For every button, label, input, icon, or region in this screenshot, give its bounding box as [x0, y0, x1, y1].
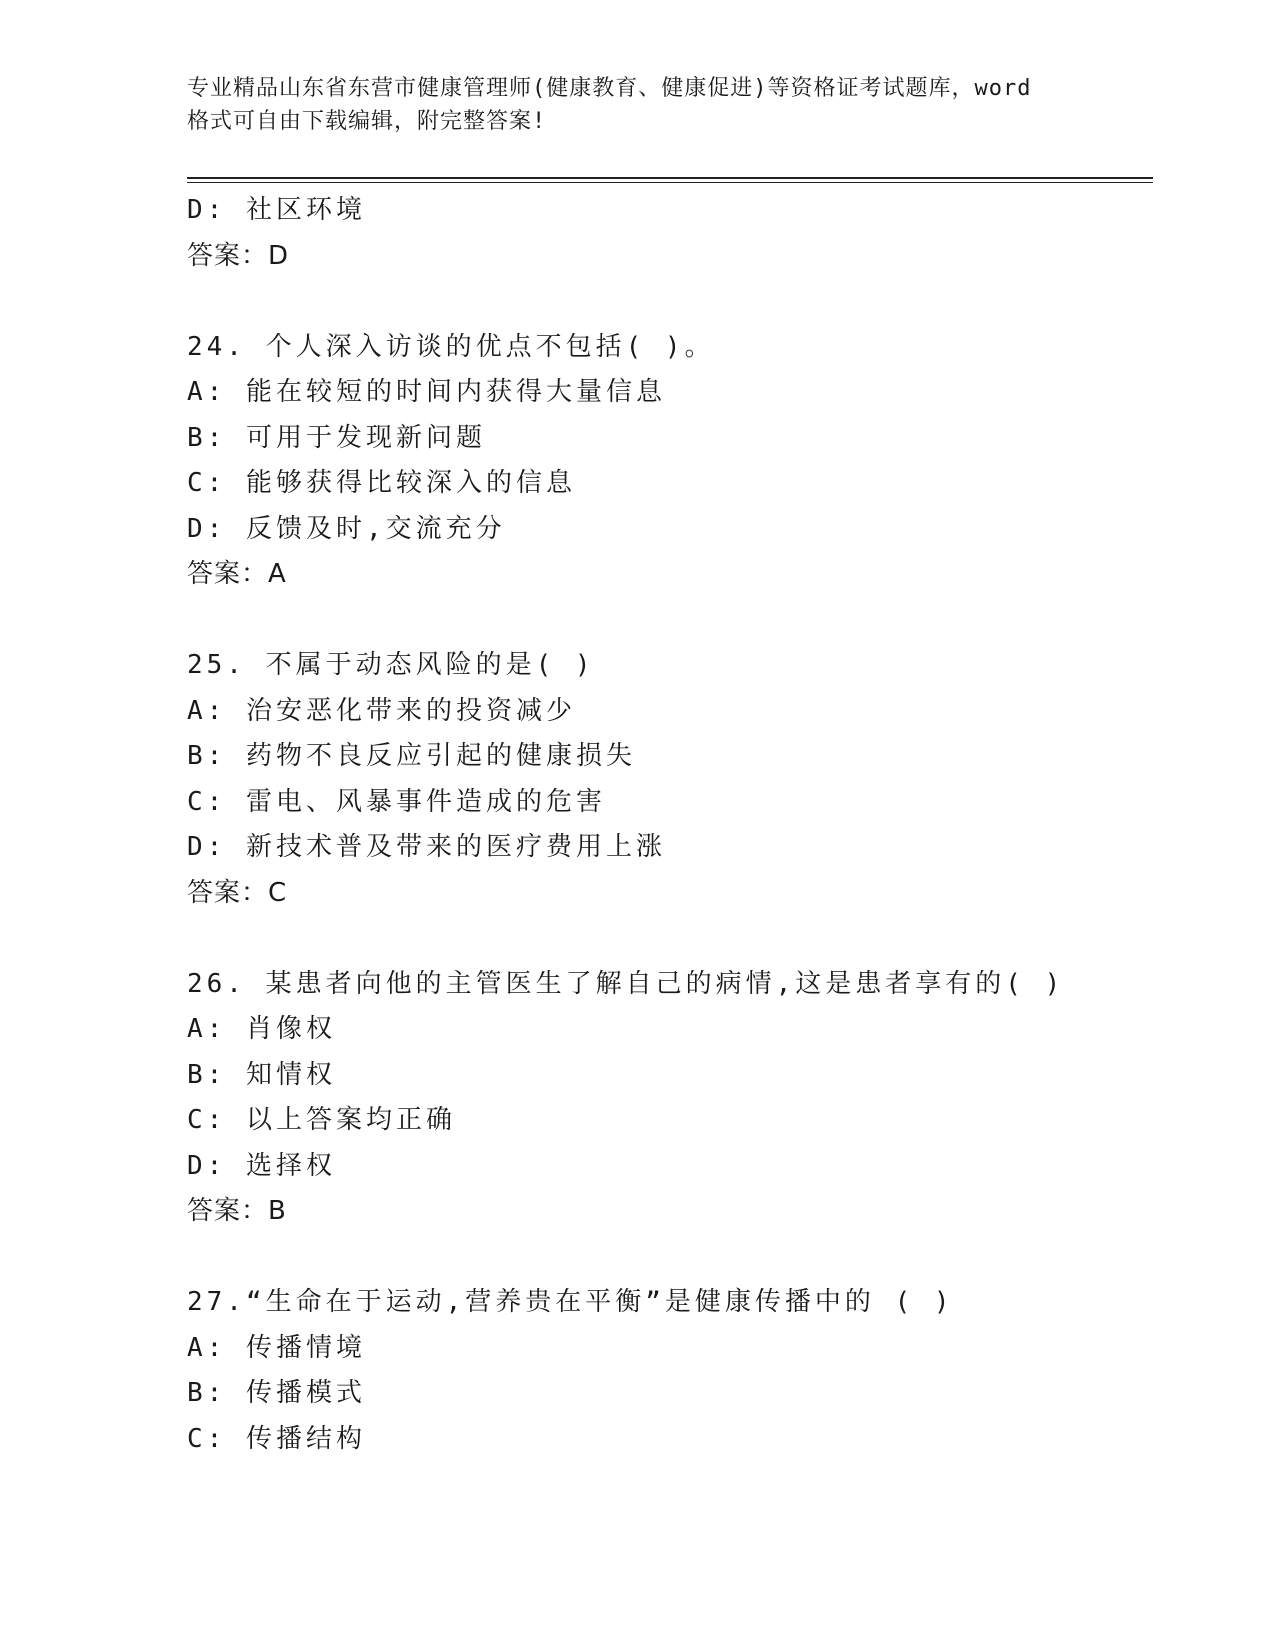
question-text: 25. 不属于动态风险的是( ) [187, 650, 595, 680]
prev-answer: 答案：D [187, 240, 290, 271]
answer: 答案：B [187, 1196, 287, 1226]
question-list [187, 188, 1153, 1462]
option-c: C: 以上答案均正确 [187, 1105, 456, 1135]
option-d: D: 新技术普及带来的医疗费用上涨 [187, 832, 666, 862]
header-divider-thick [187, 177, 1153, 179]
document-header [187, 72, 1087, 138]
option-a: A: 肖像权 [187, 1014, 336, 1044]
spacer [187, 279, 1153, 325]
option-b: B: 传播模式 [187, 1378, 366, 1408]
question-text: 26. 某患者向他的主管医生了解自己的病情,这是患者享有的( ) [187, 968, 1065, 999]
option-a: A: 能在较短的时间内获得大量信息 [187, 377, 666, 407]
option-c: C: 雷电、风暴事件造成的危害 [187, 786, 606, 817]
option-d: D: 选择权 [187, 1150, 336, 1181]
option-c: C: 传播结构 [187, 1423, 366, 1454]
spacer [187, 1235, 1153, 1281]
option-b: B: 知情权 [187, 1059, 336, 1090]
header-divider-thin [187, 182, 1153, 183]
option-c: C: 能够获得比较深入的信息 [187, 468, 576, 498]
spacer [187, 916, 1153, 962]
option-a: A: 治安恶化带来的投资减少 [187, 695, 576, 726]
header-line-1: 专业精品山东省东营市健康管理师(健康教育、健康促进)等资格证考试题库，word [187, 76, 1032, 101]
answer: 答案：C [187, 877, 288, 908]
question-text: 27.“生命在于运动,营养贵在平衡”是健康传播中的 ( ) [187, 1287, 954, 1317]
option-b: B: 药物不良反应引起的健康损失 [187, 741, 636, 771]
prev-option-d: D: 社区环境 [187, 195, 366, 225]
question-26 [187, 962, 1153, 1235]
question-text: 24. 个人深入访谈的优点不包括( )。 [187, 331, 715, 362]
question-27 [187, 1280, 1153, 1462]
spacer [187, 598, 1153, 644]
question-24 [187, 325, 1153, 598]
answer: 答案：A [187, 559, 287, 589]
option-a: A: 传播情境 [187, 1332, 366, 1363]
option-d: D: 反馈及时,交流充分 [187, 513, 506, 544]
option-b: B: 可用于发现新问题 [187, 422, 486, 453]
header-line-2: 格式可自由下载编辑，附完整答案! [187, 109, 547, 134]
question-25 [187, 643, 1153, 916]
